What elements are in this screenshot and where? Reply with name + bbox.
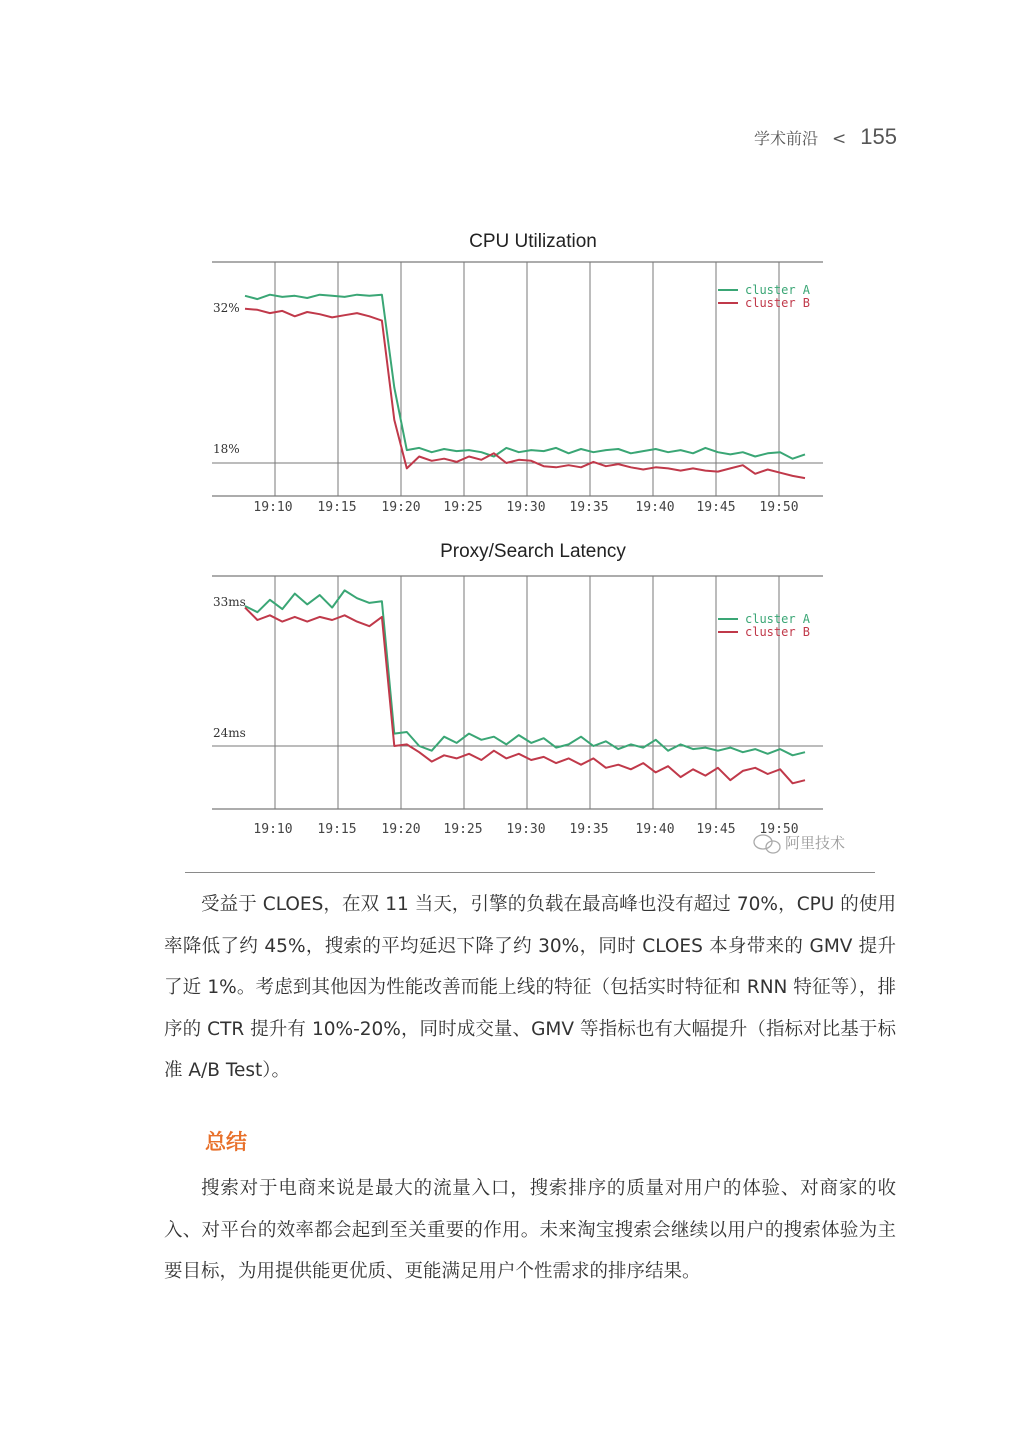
figure-charts (185, 210, 875, 873)
x-tick-label: 19:30 (506, 500, 546, 515)
legend-label: cluster A (745, 612, 811, 626)
x-tick-label: 19:15 (317, 822, 357, 837)
running-header-section: 学术前沿 (754, 129, 819, 148)
x-tick-label: 19:10 (253, 822, 293, 837)
x-tick-label: 19:45 (696, 500, 736, 515)
y-tick-label: 24ms (213, 726, 246, 740)
section-heading: 总结 (205, 1130, 247, 1154)
x-tick-label: 19:45 (696, 822, 736, 837)
legend-label: cluster B (745, 625, 811, 639)
legend-label: cluster A (745, 283, 811, 297)
x-tick-label: 19:40 (635, 822, 675, 837)
y-tick-label: 33ms (213, 595, 246, 609)
chart-2 (212, 541, 823, 837)
x-tick-label: 19:25 (443, 500, 483, 515)
y-tick-label: 18% (213, 442, 240, 456)
series-line-cluster-b (245, 608, 805, 784)
watermark-icon-bubble (766, 841, 780, 853)
x-tick-label: 19:35 (569, 500, 609, 515)
x-tick-label: 19:40 (635, 500, 675, 515)
x-tick-label: 19:15 (317, 500, 357, 515)
chart-title: CPU Utilization (469, 231, 597, 252)
legend-label: cluster B (745, 296, 811, 310)
body-paragraph-2: 搜索对于电商来说是最大的流量入口，搜索排序的质量对用户的体验、对商家的收入、对平台的效率都会起到至关重要的作用。未来淘宝搜索会继续以用户的搜索体验为主要目标，为用提供能更优质、更能满足用户个性需求的排序结果。 (164, 1178, 896, 1282)
x-tick-label: 19:35 (569, 822, 609, 837)
x-tick-label: 19:50 (759, 822, 799, 837)
x-tick-label: 19:30 (506, 822, 546, 837)
running-header (754, 124, 897, 156)
chart-title: Proxy/Search Latency (440, 541, 626, 562)
x-tick-label: 19:50 (759, 500, 799, 515)
series-line-cluster-a (245, 590, 805, 755)
charts-svg (185, 210, 875, 872)
x-tick-label: 19:20 (381, 500, 421, 515)
x-tick-label: 19:20 (381, 822, 421, 837)
x-tick-label: 19:10 (253, 500, 293, 515)
page-number: 155 (860, 124, 897, 149)
watermark-text: 阿里技术 (785, 834, 846, 852)
body-paragraph-1: 受益于 CLOES，在双 11 当天，引擎的负载在最高峰也没有超过 70%，CPU 的使用率降低了约 45%，搜索的平均延迟下降了约 30%，同时 CLOES 本身带来的 GMV 提升了近 1%。考虑到其他因为性能改善而能上线的特征（包括实时特征和 RNN 特征等），排序的 CTR 提升有 10%-20%，同时成交量、GMV 等指标也有大幅提升（指标对比基于标准 A/B Test）。 (164, 894, 896, 1081)
running-header-separator: < (832, 129, 847, 149)
y-tick-label: 32% (213, 301, 240, 315)
series-line-cluster-a (245, 295, 805, 459)
chart-1 (212, 231, 823, 515)
x-tick-label: 19:25 (443, 822, 483, 837)
